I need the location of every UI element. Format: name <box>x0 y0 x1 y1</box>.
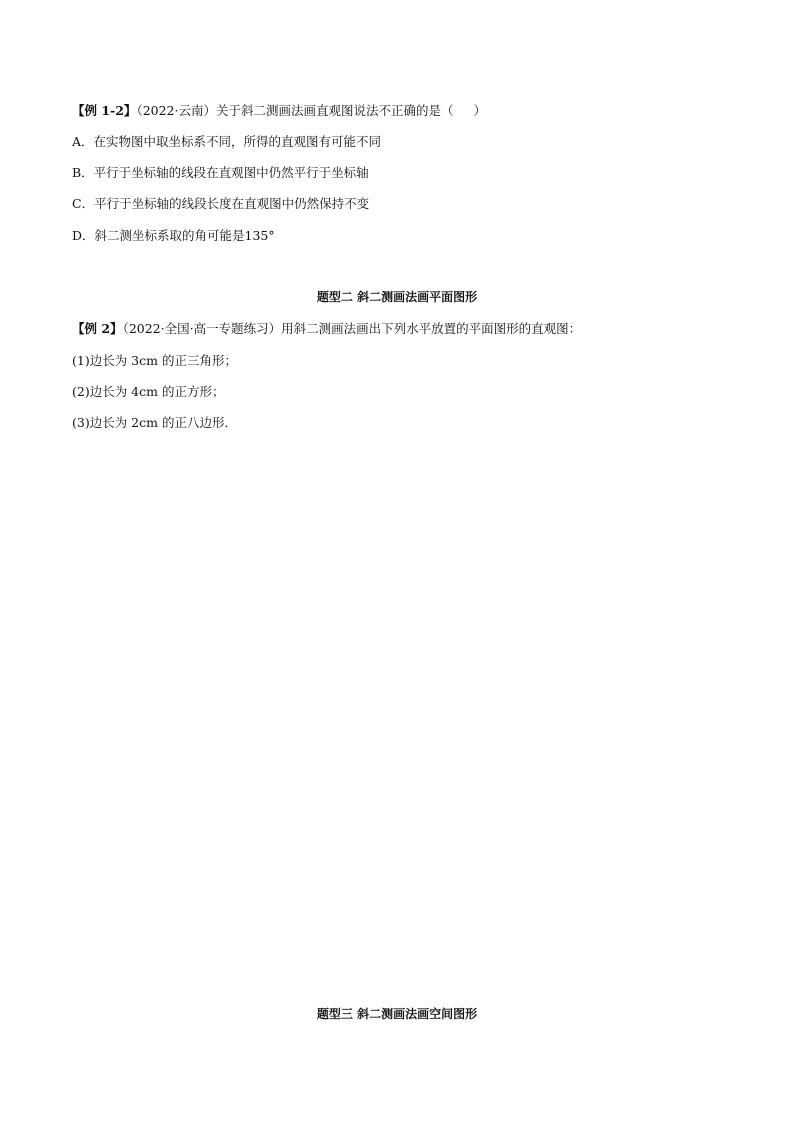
example-1-2-tag: 【例 1-2】 <box>72 103 137 118</box>
example-2-question-text: 用斜二测画法画出下列水平放置的平面图形的直观图： <box>281 321 582 336</box>
example-2-source: （2022·全国·高一专题练习） <box>122 321 282 336</box>
section-heading-3: 题型三 斜二测画法画空间图形 <box>316 1007 478 1021</box>
example-1-2-source: （2022·云南） <box>136 103 216 118</box>
option-c: C．平行于坐标轴的线段长度在直观图中仍然保持不变 <box>72 196 370 211</box>
example-1-2-question <box>72 102 486 120</box>
example-2-question <box>72 320 581 338</box>
example-1-2-close-paren: ） <box>473 103 487 118</box>
example-1-2-question-text: 关于斜二测画法画直观图说法不正确的是（ <box>215 103 454 118</box>
option-d: D．斜二测坐标系取的角可能是135° <box>72 228 275 243</box>
example-2-item-2: (2)边长为 4cm 的正方形； <box>72 384 225 399</box>
example-2-item-1: (1)边长为 3cm 的正三角形； <box>72 353 237 368</box>
example-2-tag: 【例 2】 <box>72 321 123 336</box>
example-2-item-3: (3)边长为 2cm 的正八边形． <box>72 415 237 430</box>
section-heading-2: 题型二 斜二测画法画平面图形 <box>316 290 478 304</box>
option-b: B．平行于坐标轴的线段在直观图中仍然平行于坐标轴 <box>72 165 369 180</box>
option-a: A．在实物图中取坐标系不同，所得的直观图有可能不同 <box>72 134 382 149</box>
